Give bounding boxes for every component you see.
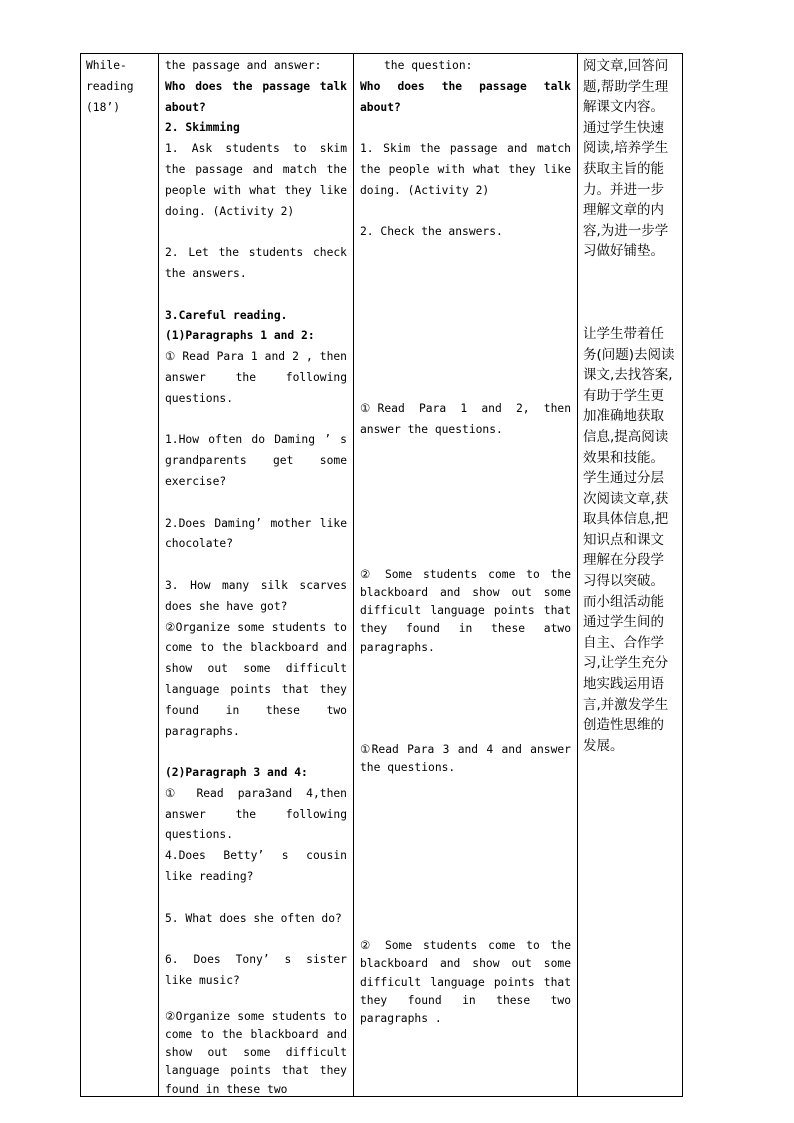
- stage-cell: [81, 54, 158, 1096]
- student-p12-show: ② Some students come to the blackboard and show out some difficult language points that they found in these atwo paragraphs.: [360, 567, 571, 654]
- student-p34-read: ①Read Para 3 and 4 and answer the questions.: [360, 742, 571, 774]
- question-5: 5. What does she often do?: [165, 911, 342, 925]
- question-3: 3. How many silk scarves does she have got?: [165, 578, 347, 613]
- purpose-paragraph-2: 让学生带着任务(问题)去阅读课文,去找答案,有助于学生更加准确地获取信息,提高阅读效果和技能。学生通过分层次阅读文章,获取具体信息,把知识点和课文理解在分段学习得以突破。而小组活动能通过学生间的自主、合作学习,让学生充分地实践运用语言,并激发学生创造性思维的发展。: [583, 325, 675, 754]
- paragraphs-1-2-task-2: ②Organize some students to come to the blackboard and show out some difficult language points that they found in these two paragraphs.: [165, 620, 347, 738]
- student-p12-read: ①Read Para 1 and 2, then answer the questions.: [360, 402, 571, 436]
- purpose-cell: [578, 54, 682, 1096]
- student-intro: the question:: [384, 59, 473, 72]
- paragraphs-3-4-task-2: ②Organize some students to come to the blackboard and show out some difficult language points that they found in these two: [165, 1009, 347, 1096]
- skimming-step-2: 2. Let the students check the answers.: [165, 246, 347, 280]
- question-2: 2.Does Daming’ mother like chocolate?: [165, 516, 347, 551]
- paragraphs-1-2-heading: (1)Paragraphs 1 and 2:: [165, 329, 315, 343]
- paragraphs-3-4-task-1: ① Read para3and 4,then answer the following questions.: [165, 786, 347, 842]
- student-p34-show: ② Some students come to the blackboard and show out some difficult language points that they found in these two paragraphs .: [360, 939, 571, 1025]
- student-skim: 1. Skim the passage and match the people with what they like doing. (Activity 2): [360, 142, 571, 197]
- skimming-step-1: 1. Ask students to skim the passage and match the people with what they like doing. (Activity 2): [165, 142, 347, 218]
- stage-label: While-reading: [86, 59, 134, 93]
- paragraphs-1-2-task-1: ① Read Para 1 and 2 , then answer the following questions.: [165, 350, 347, 405]
- question-6: 6. Does Tony’ s sister like music?: [165, 953, 347, 988]
- student-activities-cell: [354, 54, 577, 1096]
- stage-time: (18’): [86, 100, 121, 114]
- purpose-paragraph-1: 阅文章,回答问题,帮助学生理解课文内容。通过学生快速阅读,培养学生获取主旨的能力。并进一步理解文章的内容,为进一步学习做好铺垫。: [583, 58, 669, 260]
- careful-reading-heading: 3.Careful reading.: [165, 308, 288, 322]
- question-1: 1.How often do Daming ’ s grandparents get some exercise?: [165, 433, 347, 488]
- teacher-intro: the passage and answer:: [165, 59, 322, 72]
- skimming-heading: 2. Skimming: [165, 121, 240, 135]
- question-4: 4.Does Betty’ s cousin like reading?: [165, 849, 347, 884]
- student-question: Who does the passage talk about?: [360, 79, 571, 114]
- teacher-activities-cell: [159, 54, 353, 1096]
- teacher-question: Who does the passage talk about?: [165, 79, 347, 114]
- paragraphs-3-4-heading: (2)Paragraph 3 and 4:: [165, 766, 308, 780]
- student-check: 2. Check the answers.: [360, 225, 503, 239]
- lesson-table: [80, 53, 683, 1097]
